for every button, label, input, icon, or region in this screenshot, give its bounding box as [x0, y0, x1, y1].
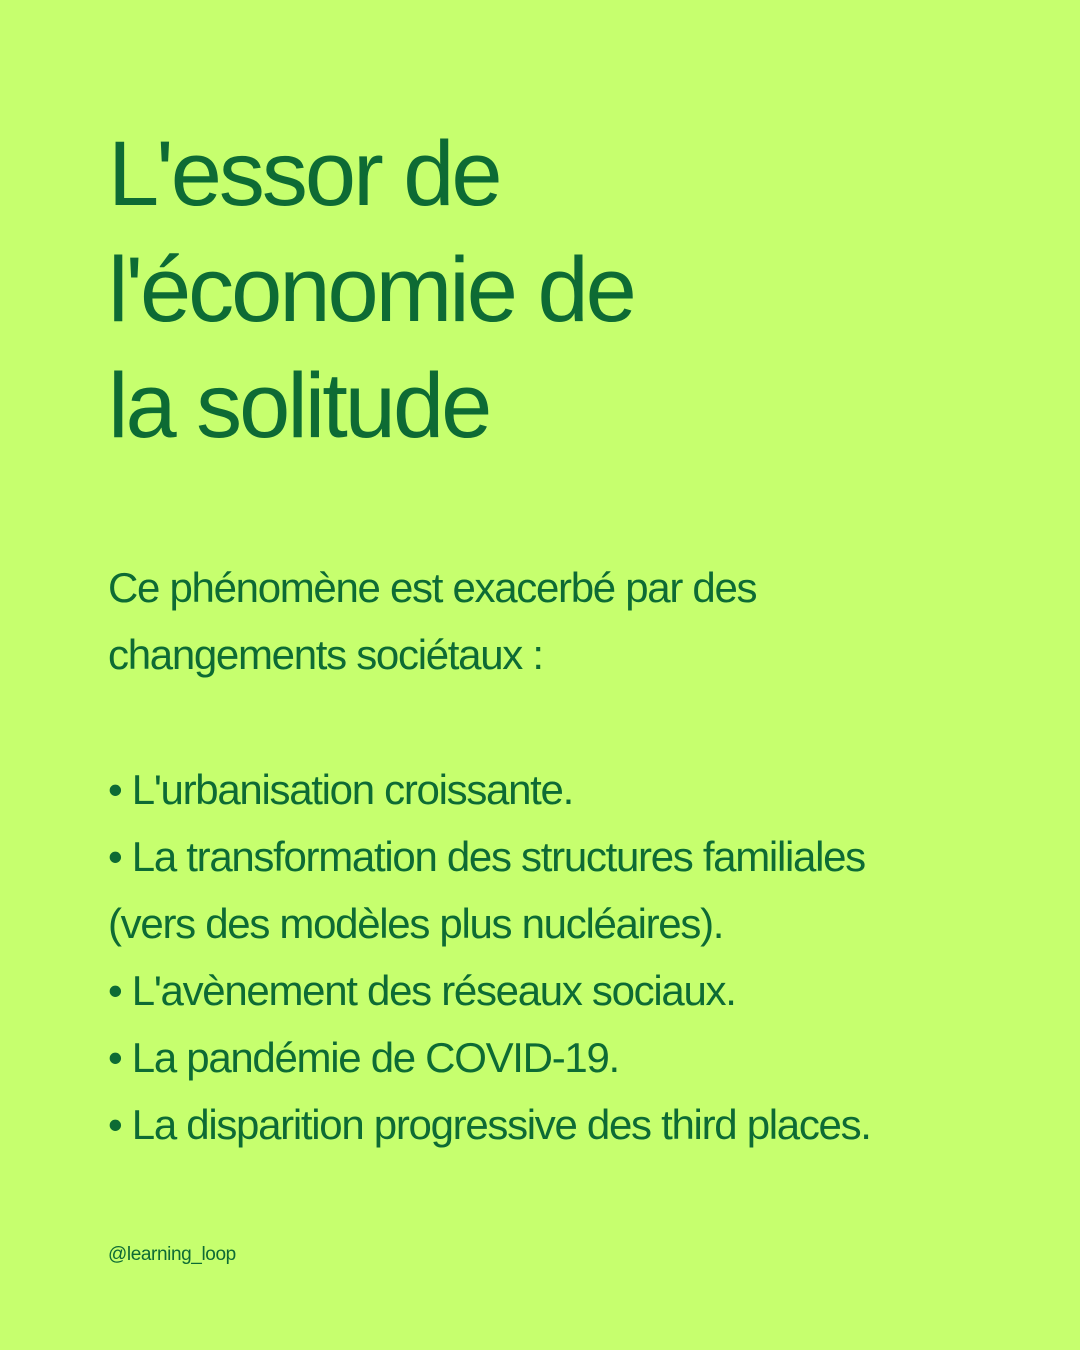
title-line-1: L'essor de [108, 123, 500, 225]
list-item-text: • La disparition progressive des third places. [108, 1101, 871, 1148]
list-item-third-places [108, 1091, 1008, 1158]
list-item-text: • L'avènement des réseaux sociaux. [108, 967, 736, 1014]
list-item-text: • La pandémie de COVID-19. [108, 1034, 619, 1081]
factors-list [108, 756, 1008, 1158]
list-item-covid [108, 1024, 1008, 1091]
list-item-social-networks [108, 957, 1008, 1024]
list-item-urbanisation [108, 756, 1008, 823]
intro-line-1: Ce phénomène est exacerbé par des [108, 564, 757, 611]
title-line-2: l'économie de [108, 239, 634, 341]
list-item-text-continuation: (vers des modèles plus nucléaires). [108, 900, 724, 947]
intro-paragraph [108, 554, 988, 688]
page-title [108, 116, 968, 464]
intro-line-2: changements sociétaux : [108, 631, 543, 678]
author-handle: @learning_loop [108, 1244, 236, 1265]
title-line-3: la solitude [108, 355, 490, 457]
list-item-text: • L'urbanisation croissante. [108, 766, 573, 813]
list-item-text: • La transformation des structures familiales [108, 833, 865, 880]
list-item-family-structures [108, 823, 1008, 957]
